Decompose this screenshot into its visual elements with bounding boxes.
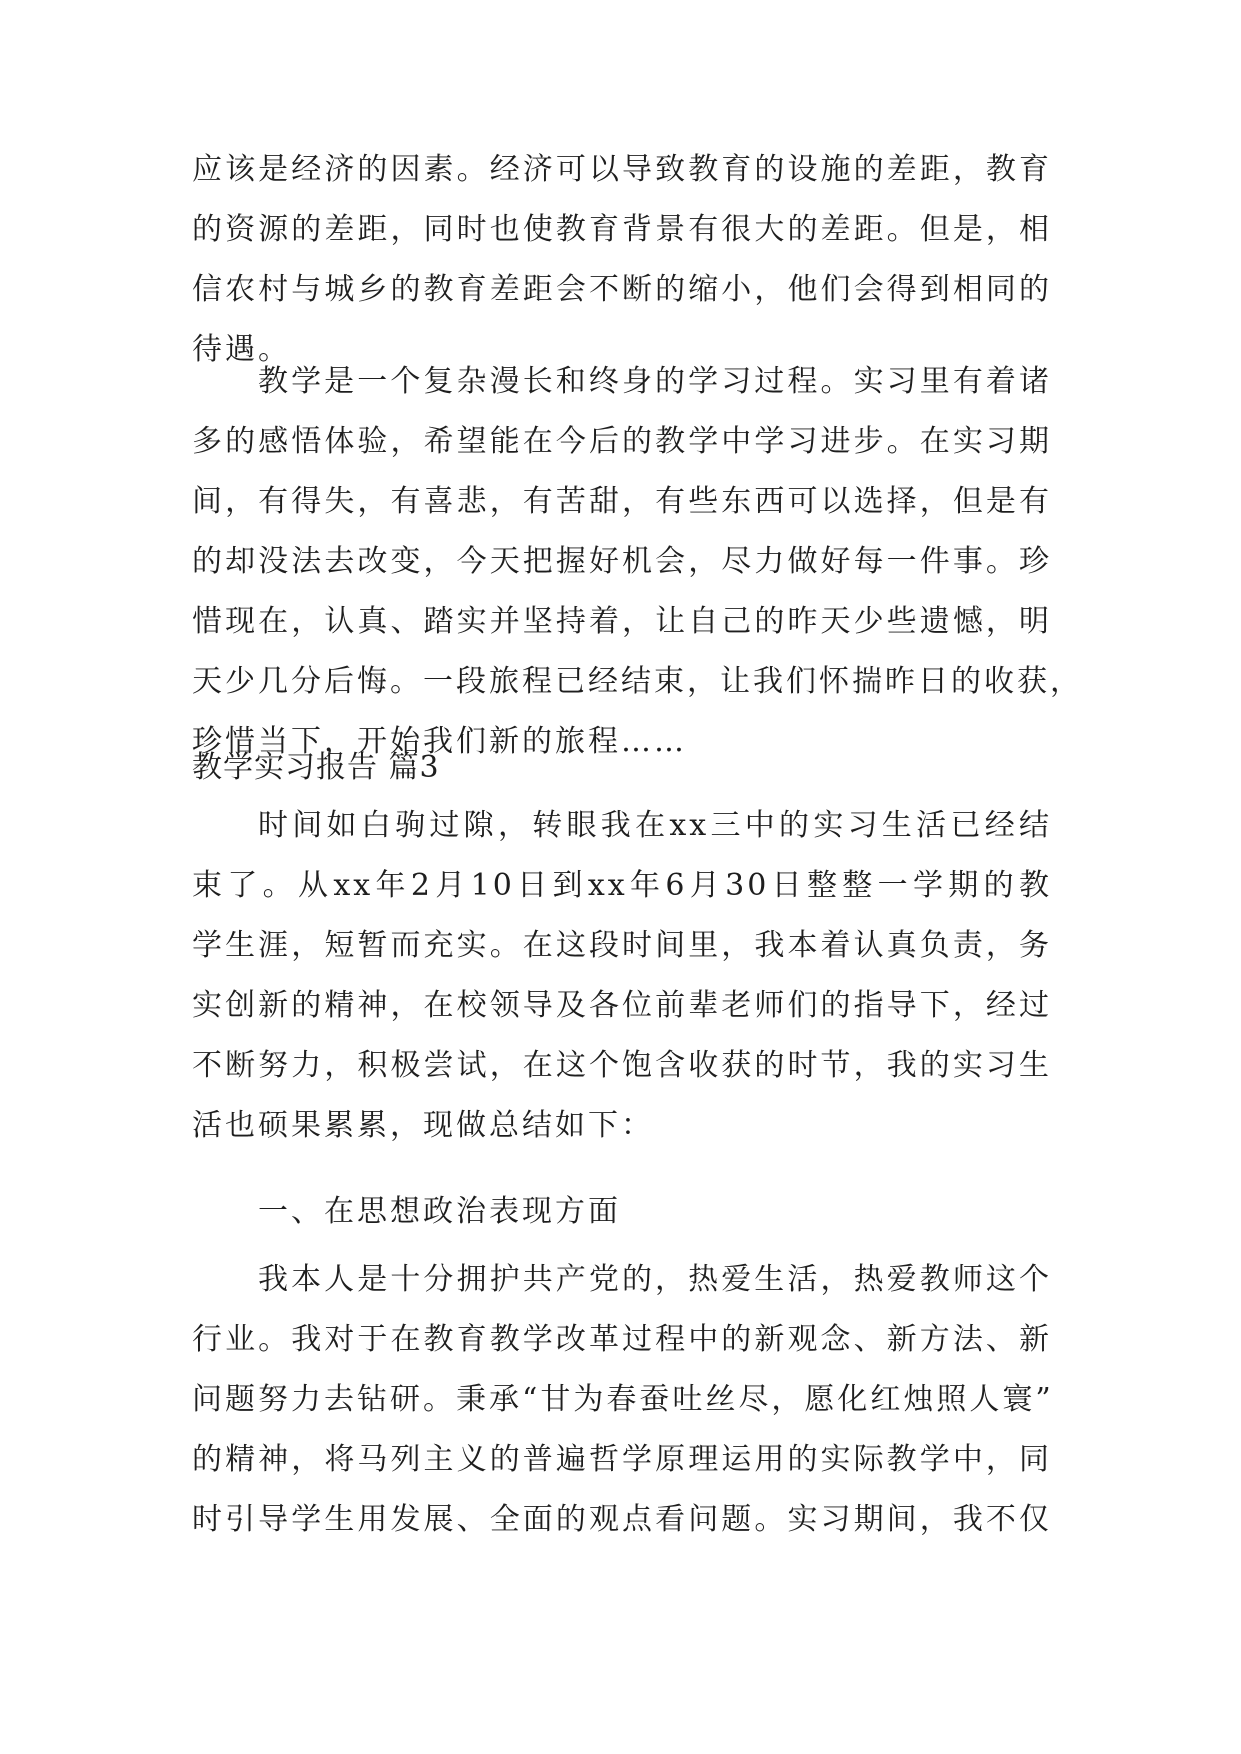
paragraph-3 bbox=[192, 796, 1052, 1156]
paragraph-line: 惜现在，认真、踏实并坚持着，让自己的昨天少些遗憾，明 bbox=[192, 604, 1052, 639]
paragraph-line: 时间如白驹过隙，转眼我在xx三中的实习生活已经结 bbox=[258, 808, 1052, 843]
paragraph-line: 信农村与城乡的教育差距会不断的缩小，他们会得到相同的 bbox=[192, 272, 1052, 307]
paragraph-line: 学生涯，短暂而充实。在这段时间里，我本着认真负责，务 bbox=[192, 928, 1052, 963]
paragraph-1 bbox=[192, 140, 1052, 380]
paragraph-line: 珍惜当下，开始我们新的旅程…… bbox=[192, 724, 687, 759]
paragraph-line: 我本人是十分拥护共产党的，热爱生活，热爱教师这个 bbox=[258, 1262, 1052, 1297]
section-heading: 教学实习报告 篇3 bbox=[192, 750, 440, 785]
paragraph-4 bbox=[192, 1250, 1052, 1550]
paragraph-line: 的却没法去改变，今天把握好机会，尽力做好每一件事。珍 bbox=[192, 544, 1052, 579]
paragraph-line: 时引导学生用发展、全面的观点看问题。实习期间，我不仅 bbox=[192, 1502, 1052, 1537]
section-heading-block bbox=[192, 738, 1052, 798]
paragraph-line: 间，有得失，有喜悲，有苦甜，有些东西可以选择，但是有 bbox=[192, 484, 1052, 519]
paragraph-line: 多的感悟体验，希望能在今后的教学中学习进步。在实习期 bbox=[192, 424, 1052, 459]
paragraph-line: 束了。从xx年2月10日到xx年6月30日整整一学期的教 bbox=[192, 868, 1052, 903]
paragraph-line: 教学是一个复杂漫长和终身的学习过程。实习里有着诸 bbox=[258, 364, 1052, 399]
paragraph-line: 活也硕果累累，现做总结如下： bbox=[192, 1108, 654, 1143]
paragraph-2 bbox=[192, 352, 1083, 772]
paragraph-line: 待遇。 bbox=[192, 332, 291, 367]
paragraph-line: 应该是经济的因素。经济可以导致教育的设施的差距，教育 bbox=[192, 152, 1052, 187]
subheading: 一、在思想政治表现方面 bbox=[258, 1194, 621, 1229]
paragraph-line: 的资源的差距，同时也使教育背景有很大的差距。但是，相 bbox=[192, 212, 1052, 247]
paragraph-line: 问题努力去钻研。秉承“甘为春蚕吐丝尽，愿化红烛照人寰” bbox=[192, 1382, 1054, 1417]
paragraph-line: 天少几分后悔。一段旅程已经结束，让我们怀揣昨日的收获， bbox=[192, 664, 1083, 699]
paragraph-line: 实创新的精神，在校领导及各位前辈老师们的指导下，经过 bbox=[192, 988, 1052, 1023]
paragraph-line: 行业。我对于在教育教学改革过程中的新观念、新方法、新 bbox=[192, 1322, 1052, 1357]
paragraph-line: 的精神，将马列主义的普遍哲学原理运用的实际教学中，同 bbox=[192, 1442, 1052, 1477]
subheading-block bbox=[192, 1182, 1052, 1242]
paragraph-line: 不断努力，积极尝试，在这个饱含收获的时节，我的实习生 bbox=[192, 1048, 1052, 1083]
